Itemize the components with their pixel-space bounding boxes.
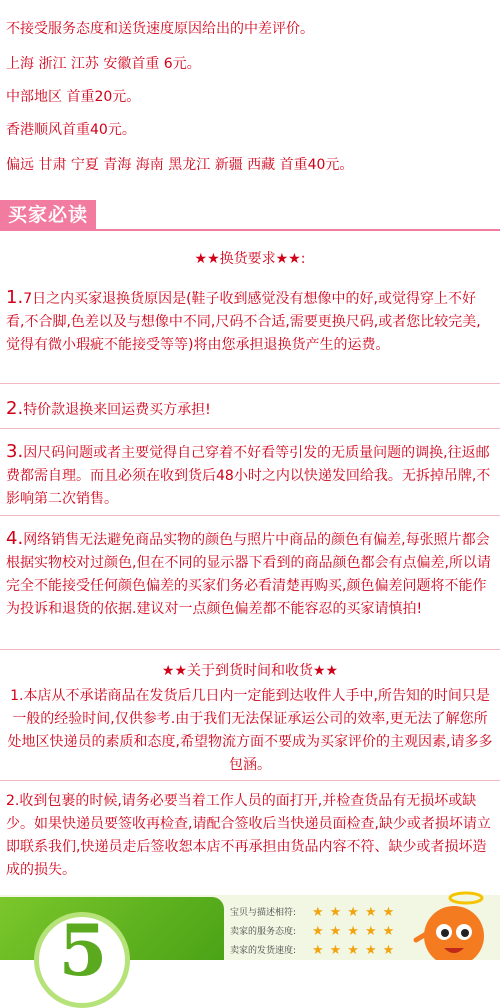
shipping-remote-line: 偏远 甘肃 宁夏 青海 海南 黑龙江 新疆 西藏 首重40元。 bbox=[6, 157, 354, 173]
exchange-rule-4 bbox=[6, 527, 494, 621]
divider bbox=[0, 515, 500, 516]
exchange-title: ★★换货要求★★: bbox=[194, 251, 306, 267]
rule-text: 特价款退换来回运费买方承担! bbox=[23, 402, 211, 418]
shipping-hk-line: 香港顺风首重40元。 bbox=[6, 122, 136, 138]
exchange-rule-1 bbox=[6, 286, 494, 357]
rating-label: 卖家的发货速度: bbox=[230, 946, 297, 956]
section-title: 买家必读 bbox=[0, 200, 96, 230]
rule-text: 因尺码问题或者主要觉得自己穿着不好看等引发的无质量问题的调换,往返邮费都需自理。而且必须在收到货后48小时之内以快递发回给我。无拆掉吊牌,不影响第二次销售。 bbox=[6, 445, 491, 507]
rating-label: 卖家的服务态度: bbox=[230, 927, 297, 937]
delivery-rule-1: 1.本店从不承诺商品在发货后几日内一定能到达收件人手中,所告知的时间只是一般的经验时间,仅供参考.由于我们无法保证承运公司的效率,更无法了解您所处地区快递员的素质和态度,希望物流方面不要成为买家评价的主观因素,请多多包涵。 bbox=[7, 688, 493, 773]
badge-number: 5 bbox=[58, 909, 108, 992]
divider bbox=[0, 649, 500, 650]
divider bbox=[0, 780, 500, 781]
rule-text: 网络销售无法避免商品实物的颜色与照片中商品的颜色有偏差,每张照片都会根据实物校对过颜色,但在不同的显示器下看到的商品颜色都会有点偏差,所以请完全不能接受任何颜色偏差的买家们务必看清楚再购买,颜色偏差问题将不能作为投诉和退货的依据.建议对一点颜色偏差都不能容忍的买家请慎拍! bbox=[6, 532, 491, 617]
star-icon: ★★★★★ bbox=[312, 924, 401, 939]
exchange-rule-2 bbox=[6, 397, 494, 422]
rating-label: 宝贝与描述相符: bbox=[230, 908, 297, 918]
divider bbox=[0, 383, 500, 384]
notice-line: 不接受服务态度和送货速度原因给出的中差评价。 bbox=[6, 21, 314, 37]
section-underline bbox=[0, 229, 500, 231]
exchange-rule-3 bbox=[6, 440, 494, 511]
shipping-central-line: 中部地区 首重20元。 bbox=[6, 89, 141, 105]
shipping-east-line: 上海 浙江 江苏 安徽首重 6元。 bbox=[6, 56, 201, 72]
rule-text: 7日之内买家退换货原因是(鞋子收到感觉没有想像中的好,或觉得穿上不好看,不合脚,色差以及与想像中不同,尺码不合适,需要更换尺码,或者您比较完美,觉得有微小瑕疵不能接受等等)将由您承担退换货产生的运费。 bbox=[6, 291, 481, 353]
star-icon: ★★★★★ bbox=[312, 943, 401, 958]
rule-number: 4. bbox=[6, 528, 24, 549]
divider bbox=[0, 428, 500, 429]
star-icon: ★★★★★ bbox=[312, 905, 401, 920]
rule-number: 2. bbox=[6, 398, 24, 419]
delivery-rule-2: 2.收到包裹的时候,请务必要当着工作人员的面打开,并检查货品有无损坏或缺少。如果快递员要签收再检查,请配合签收后当快递员面检查,缺少或者损坏请立即联系我们,快递员走后签收恕本店不再承担由货品内容不符、缺少或者损坏造成的损失。 bbox=[6, 793, 491, 878]
delivery-title: ★★关于到货时间和收货★★ bbox=[161, 663, 339, 679]
rule-number: 3. bbox=[6, 441, 24, 462]
mascot-icon bbox=[408, 888, 494, 960]
rule-number: 1. bbox=[6, 287, 24, 308]
